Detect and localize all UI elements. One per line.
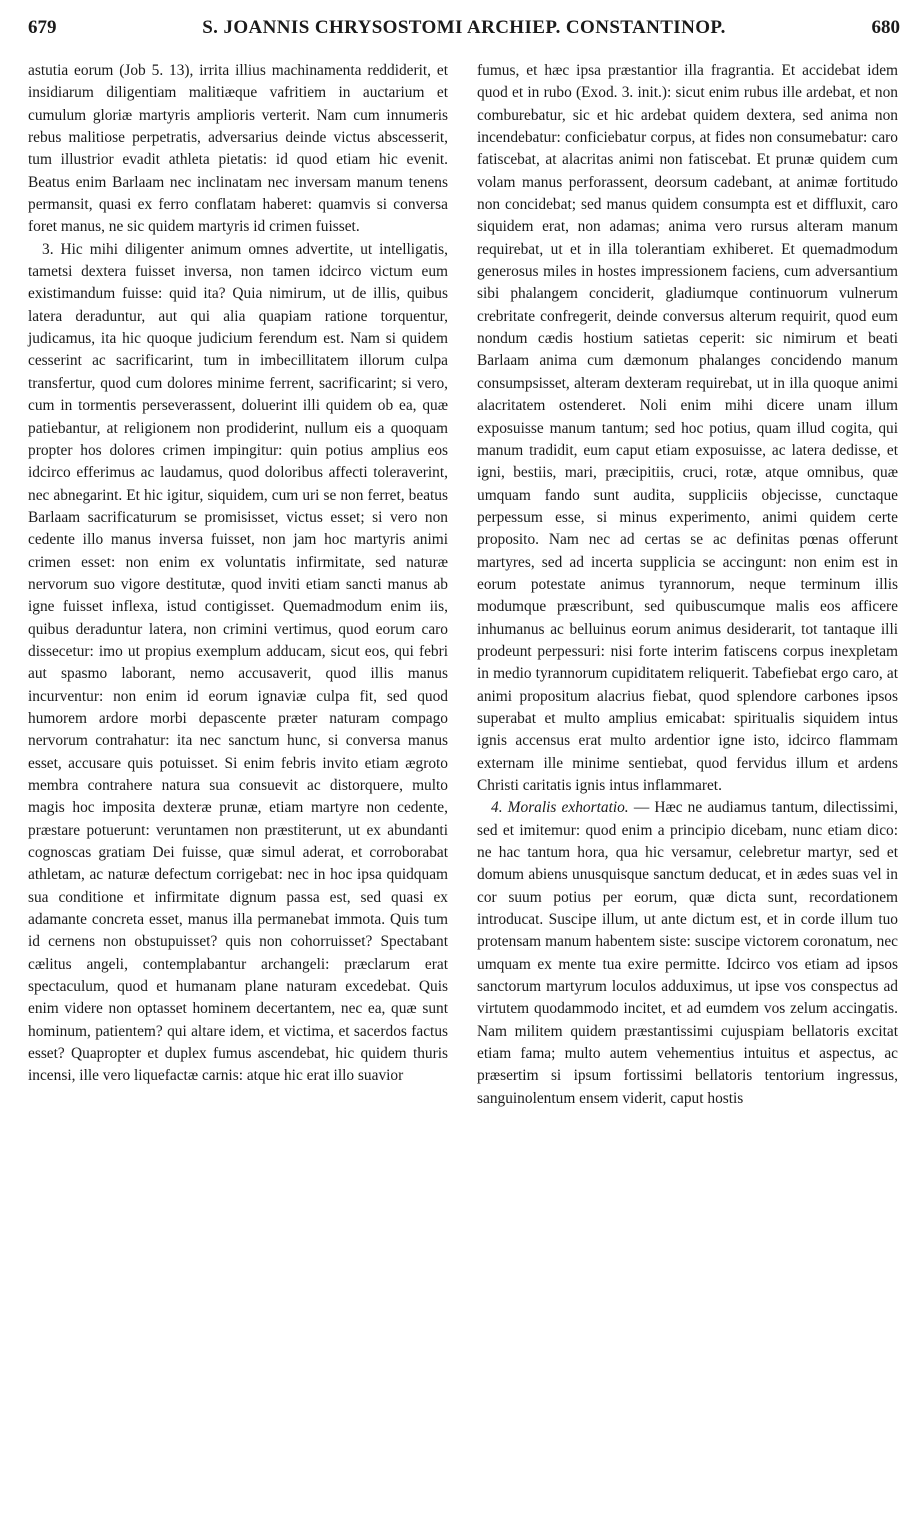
running-title: S. JOANNIS CHRYSOSTOMI ARCHIEP. CONSTANTINOP. — [202, 17, 726, 38]
page-number-right: 680 — [871, 17, 900, 38]
right-column — [477, 60, 898, 1110]
section-text: — Hæc ne audiamus tantum, dilectissimi, sed et imitemur: quod enim a principio dicebam, nunc etiam dico: ne hac tantum hora, qua hic versamur, celebretur martyr, sed et domum abiens unusquisque sanctum deducat, et in ædes suas vel in cor suum potius per eorum, quæ dicta sunt, recordationem introducat. Suscipe illum, ut ante dictum est, et in corde illum tuo protensam manum habentem siste: suscipe victorem coronatum, nec umquam ex mente tua exire permitte. Idcirco vos etiam ad ipsos sanctorum martyrum loculos adduximus, ut ipse vos conspectus ad virtutem quodammodo incitet, et ad eumdem vos zelum accingatis. Nam militem quidem præstantissimi cujuspiam bellatoris excitat etiam fama; multo autem vehementius intuitus et aspectus, ac præsertim si ipsum fortissimi bellatoris tentorium ingressus, sanguinolentum ensem viderit, caput hostis — [477, 799, 898, 1107]
left-paragraph-2: 3. Hic mihi diligenter animum omnes advertite, ut intelligatis, tametsi dextera fuisset inversa, non tamen idcirco victum eum existimandum fuisse: quid ita? Quia nimirum, ut de illis, quibus latera deraduntur, aut qui alia quapiam ratione torquentur, judicamus, ita hic quoque judicium ferendum est. Nam si quidem cesserint ac sacrificarint, tum in imbecillitatem illorum culpa transfertur, quod cum dolores minime ferrent, sacrificarint; si vero, cum in tormentis perseverassent, doluerint illi quidem ob ea, quæ patiebantur, at religionem non prodiderint, nullum eis a quoquam propter hos dolores crimen impingitur: quin potius amplius eos idcirco efferimus ac laudamus, quod doloribus affecti toleraverint, nec abnegarint. Et hic igitur, siquidem, cum uri se non ferret, beatus Barlaam sacrificaturum se promisisset, victus esset; si vero non cedente illo manus inversa fuisset, non jam hoc martyris animi crimen esset: non enim ex voluntatis infirmitate, sed naturæ nervorum suo vigore destitutæ, quod inviti etiam sancti manus ab igne fuisset inflexa, istud contigisset. Quemadmodum enim iis, quibus deraduntur latera, non crimini vertimus, quod eorum caro dissecetur: imo ut propius exemplum adducam, sicut eos, qui febri aut spasmo laborant, nemo accusaverit, quod illis manus incurventur: non enim id eorum ignaviæ culpa fit, sed quod humorem ardore morbi depascente præter naturam compago nervorum contrahatur: ita nec sanctum hunc, si conversa manus esset, accusare quis potuisset. Si enim febris invito etiam ægroto membra contrahere natura sua consuevit ac distorquere, multo magis hoc imposita dexteræ prunæ, etiam martyre non cedente, præstare potuerunt: veruntamen non præstiterunt, ut ex abundanti cognoscas gratiam Dei fuisse, quæ simul aderat, et corroborabat athletam, ac naturæ defectum corrigebat: nec in hoc ipsa quidquam sua conditione et infirmitate dignum passa est, sed quasi ex adamante concreta esset, manus illa permanebat immota. Quis tum id cernens non obstupuisset? quis non cohorruisset? Spectabant cælitus angeli, contemplabantur archangeli: præclarum erat spectaculum, quod et humanam plane naturam excedebat. Quis enim videre non optasset hominem decertantem, nec ea, quæ sunt hominum, patientem? qui altare idem, et victima, et sacerdos factus esset? Quapropter et duplex fumus ascendebat, hic quidem thuris incensi, ille vero liquefactæ carnis: atque hic erat illo suavior — [28, 240, 448, 1085]
left-paragraph-1: astutia eorum (Job 5. 13), irrita illius machinamenta reddiderit, et insidiarum diligentiam malitiæque vafritiem in auctarium et cumulum gloriæ martyris amplioris verterit. Nam cum innumeris rebus malitiose perpetratis, adversarius deinde victus abscesserit, tum illustrior evadit athleta pietatis: id quod etiam hic evenit. Beatus enim Barlaam nec inclinatam nec inversam manum tenens permansit, quasi ex ferro conflatam haberet: quamvis si conversa foret manus, ne sic quidem martyris id crimen fuisset. — [28, 62, 448, 236]
left-column — [28, 60, 448, 1088]
right-paragraph-2 — [477, 797, 898, 1110]
page-number-left: 679 — [28, 17, 57, 38]
running-header — [28, 8, 900, 48]
right-paragraph-1: fumus, et hæc ipsa præstantior illa fragrantia. Et accidebat idem quod et in rubo (Exod. 3. init.): sicut enim rubus ille ardebat, et non comburebatur, sic et hic ardebat quidem dextera, sed anima non incendebatur: conficiebatur corpus, at fides non consumebatur: caro fatiscebat, at alacritas animi non fatiscebat. Et prunæ quidem cum volam manus perforassent, deorsum cadebant, at animæ fortitudo non concidebat; sed manus quidem consumpta est et diffluxit, caro siquidem erat, non adamas; anima vero rursus alteram manum requirebat, ut et in illa tolerantiam exhiberet. Et quemadmodum generosus miles in hostes impressionem faciens, cum adversantium sibi phalangem conciderit, gladiumque continuorum vulnerum crebritate confregerit, deinde conversus alterum requirit, quod eum nondum cædis hostium satietas ceperit: sic nimirum et beati Barlaam anima cum dæmonum phalanges concidendo manum consumpsisset, alteram dexteram requirebat, ut in illa quoque animi alacritatem ostenderet. Noli enim mihi dicere unam illum exposuisse manum tantum; sed hoc potius, quam illud cogita, qui manum tradidit, eum caput etiam exposuisse, ac latera dedisse, et igni, bestiis, mari, præcipitiis, cruci, rotæ, atque omnibus, quæ umquam fando sunt audita, suppliciis objecisse, cunctaque perpessum esse, si minus experimento, animi quidem certe proposito. Nam nec ad certas se ac definitas pœnas offerunt martyres, sed ad incerta supplicia se accingunt: non enim est in eorum potestate animus tyrannorum, neque terminum illis modumque præscribunt, sed quibuscumque malis eos afficere inhumanus ac belluinus eorum animus desiderarit, tot tantaque illi prodeunt perpessuri: nisi forte interim fatiscens corpus inexpletam in medio tyrannorum cupiditatem reliquerit. Tabefiebat ergo caro, at animi propositum alacrius fiebat, quod splendore carbones ipsos superabat et multo amplius emicabat: spiritualis siquidem intus ignis accensus erat multo ardentior igne isto, idcirco flammam externam ille minime sentiebat, quod fervidus illum et ardens Christi caritatis ignis intus inflammaret. — [477, 62, 898, 794]
section-heading: 4. Moralis exhortatio. — [491, 799, 629, 817]
